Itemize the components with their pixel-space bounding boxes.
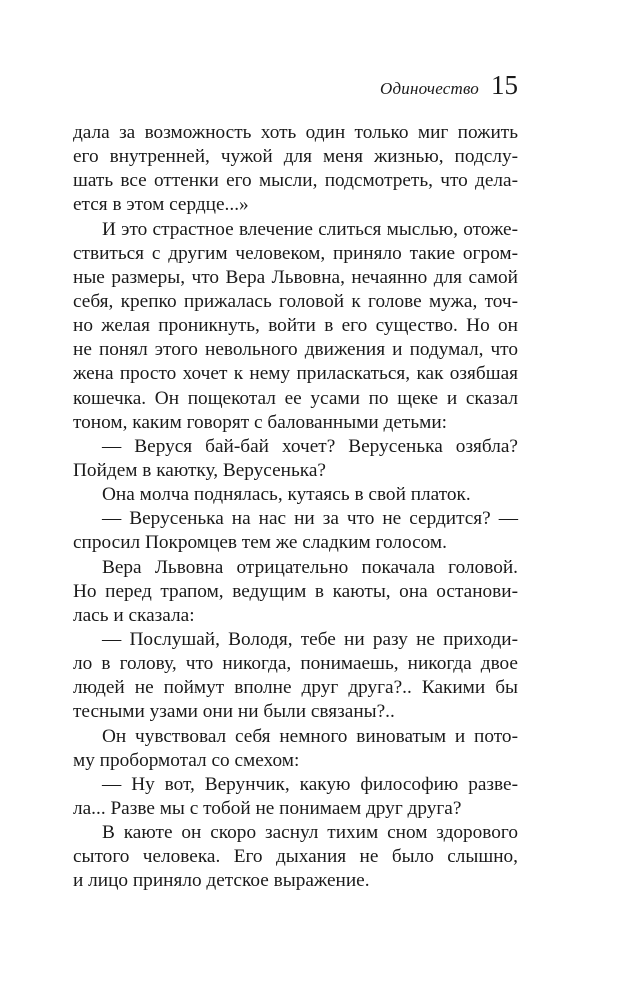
text-line: сытого человека. Его дыхания не было слышно, (73, 846, 518, 868)
text-line: тоном, каким говорят с балованными детьми: (73, 411, 448, 433)
text-line: жена просто хочет к нему приласкаться, как озябшая (73, 363, 518, 385)
text-line: и лицо приняло детское выражение. (73, 870, 370, 892)
text-line: — Ну вот, Верунчик, какую философию разве- (102, 773, 518, 795)
text-line: но желая проникнуть, войти в его существо. Но он (73, 315, 518, 337)
text-line: ется в этом сердце...» (73, 194, 249, 216)
text-line: дала за возможность хоть один только миг пожить (73, 122, 518, 143)
text-line: людей не поймут вполне друг друга?.. Какими бы (73, 677, 518, 699)
text-line: его внутренней, чужой для меня жизнью, подслу- (73, 146, 518, 168)
page-header (380, 70, 518, 101)
text-line: не понял этого невольного движения и подумал, что (73, 339, 518, 361)
text-line: Пойдем в каютку, Верусенька? (73, 459, 326, 481)
text-line: лась и сказала: (73, 604, 195, 626)
running-title: Одиночество (380, 79, 479, 98)
text-line: И это страстное влечение слиться мыслью, отоже- (102, 218, 518, 240)
body-text (73, 121, 518, 894)
text-line: ные размеры, что Вера Львовна, нечаянно для самой (73, 266, 518, 288)
text-line: му пробормотал со смехом: (73, 749, 300, 771)
text-line: шать все оттенки его мысли, подсмотреть, что дела- (73, 170, 518, 192)
text-line: — Верусенька на нас ни за что не сердится? — (102, 508, 518, 530)
text-line: В каюте он скоро заснул тихим сном здорового (102, 822, 518, 844)
text-line: ло в голову, что никогда, понимаешь, никогда двое (73, 653, 518, 675)
text-line: ствиться с другим человеком, приняло такие огром- (73, 242, 518, 264)
text-line: — Послушай, Володя, тебе ни разу не приходи- (102, 628, 518, 650)
text-line: Она молча поднялась, кутаясь в свой платок. (102, 484, 471, 506)
text-line: тесными узами они ни были связаны?.. (73, 701, 395, 723)
text-line: Он чувствовал себя немного виноватым и пото- (102, 725, 518, 747)
text-line: кошечка. Он пощекотал ее усами по щеке и сказал (73, 387, 518, 409)
text-line: Но перед трапом, ведущим в каюты, она останови- (73, 580, 518, 602)
text-line: спросил Покромцев тем же сладким голосом. (73, 532, 447, 554)
text-line: себя, крепко прижалась головой к голове мужа, точ- (73, 290, 518, 312)
page-number: 15 (491, 70, 518, 100)
text-line: — Веруся бай-бай хочет? Верусенька озябла? (102, 435, 518, 457)
text-line: Вера Львовна отрицательно покачала головой. (102, 556, 518, 578)
text-line: ла... Разве мы с тобой не понимаем друг друга? (73, 797, 462, 819)
